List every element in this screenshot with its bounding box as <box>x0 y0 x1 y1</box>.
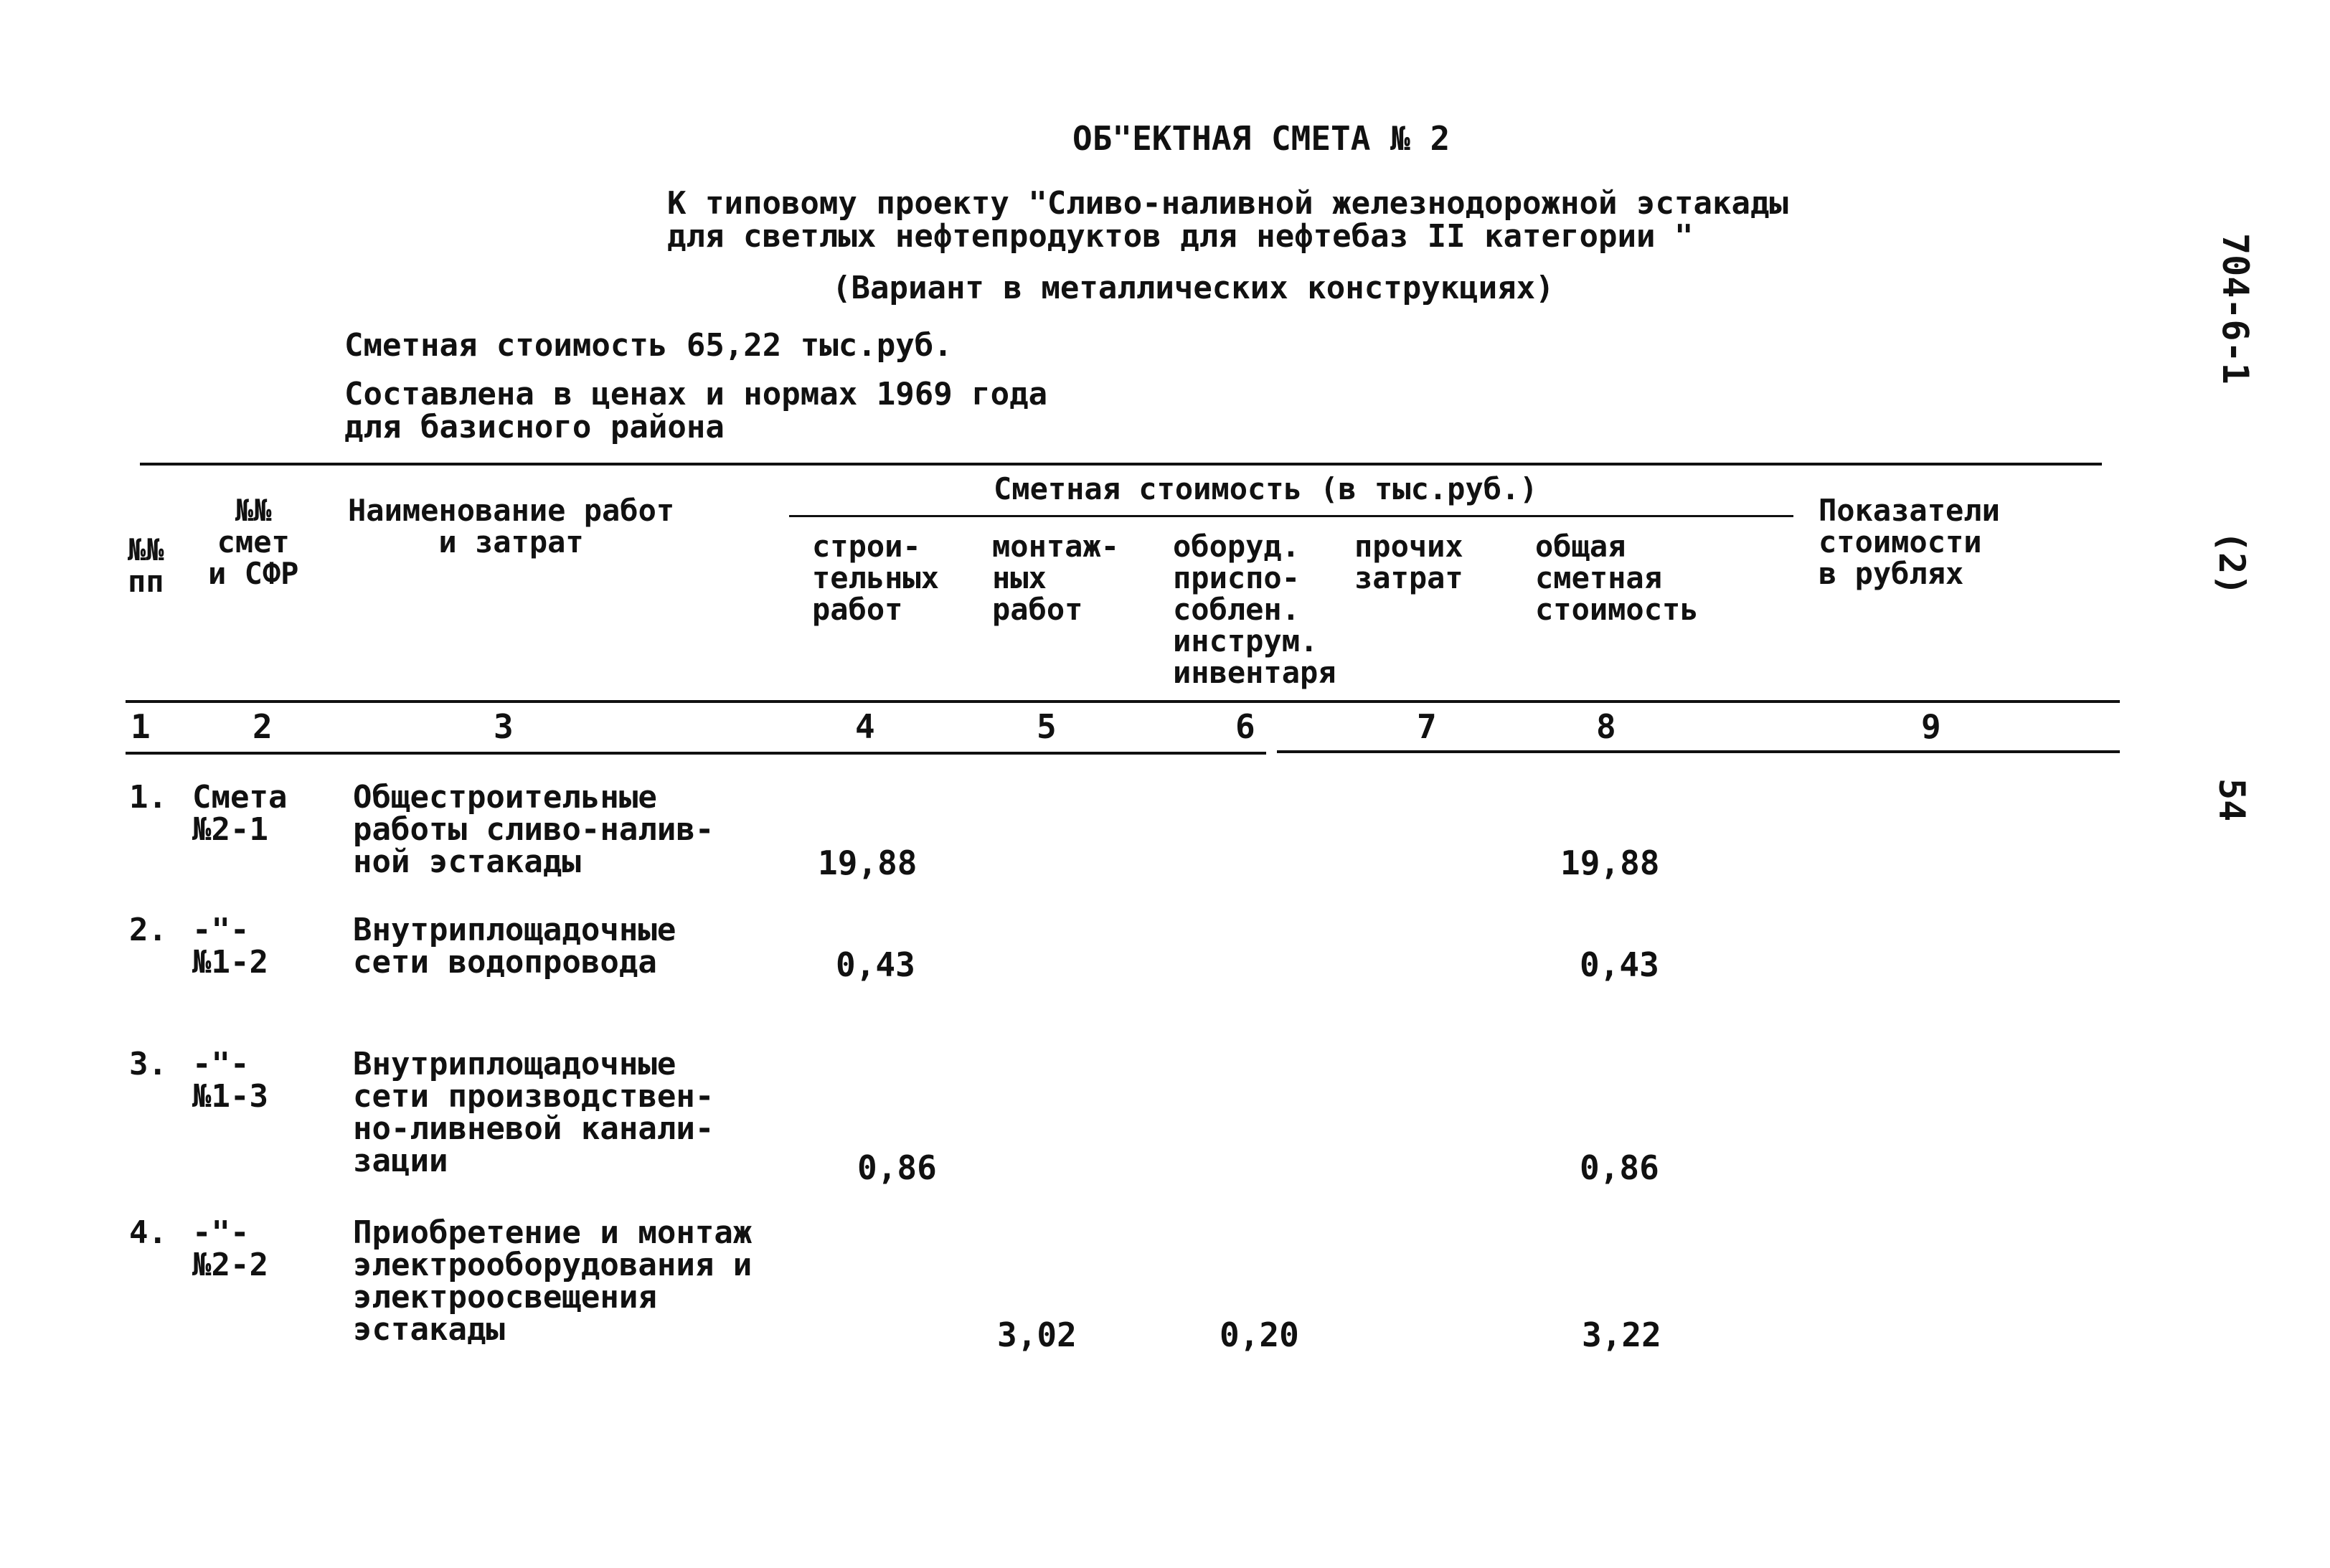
column-number-4: 4 <box>855 707 875 746</box>
column-number-2: 2 <box>253 707 273 746</box>
column-number-1: 1 <box>131 707 151 746</box>
row-work-name: Внутриплощадочные сети производствен- но-ливневой канали- зации <box>353 1046 714 1179</box>
compiled-line-1: Составлена в ценах и нормах 1969 года <box>344 376 1048 412</box>
row-estimate: -"- №1-2 <box>192 912 268 981</box>
header-indicators: Показатели стоимости в рублях <box>1819 493 2000 592</box>
row-work-name: Приобретение и монтаж электрооборудования и электроосвещения эстакады <box>353 1214 753 1348</box>
column-number-7: 7 <box>1417 707 1437 746</box>
header-row-number: №№ пп <box>128 532 164 600</box>
row-work-name: Общестроительные работы сливо-налив- ной эстакады <box>353 779 714 880</box>
header-equipment: оборуд. приспо- соблен. инструм. инвентаря <box>1173 529 1336 691</box>
row-total-cost: 0,43 <box>1580 945 1659 984</box>
side-part-label: (2) <box>2211 531 2253 596</box>
header-total: общая сметная стоимость <box>1535 529 1699 628</box>
row-installation-cost: 3,02 <box>997 1316 1077 1354</box>
header-installation: монтаж- ных работ <box>992 529 1120 628</box>
row-construction-cost: 0,86 <box>857 1148 937 1187</box>
row-construction-cost: 19,88 <box>818 844 918 882</box>
row-number: 1. <box>129 779 167 816</box>
row-number: 4. <box>129 1214 167 1251</box>
estimated-cost: Сметная стоимость 65,22 тыс.руб. <box>344 327 953 364</box>
row-total-cost: 0,86 <box>1580 1148 1659 1187</box>
row-construction-cost: 0,43 <box>836 945 915 984</box>
header-construction: строи- тельных работ <box>812 529 940 628</box>
variant-note: (Вариант в металлических конструкциях) <box>832 270 1555 306</box>
row-estimate: Смета №2-1 <box>192 779 288 848</box>
column-number-5: 5 <box>1037 707 1057 746</box>
row-number: 3. <box>129 1046 167 1082</box>
document-title: ОБ"ЕКТНАЯ СМЕТА № 2 <box>1072 119 1451 158</box>
header-estimate-number: №№ смет и СФР <box>208 493 299 592</box>
subtitle-line-2: для светлых нефтепродуктов для нефтебаз II категории " <box>667 218 1694 255</box>
row-total-cost: 3,22 <box>1582 1316 1661 1354</box>
row-number: 2. <box>129 912 167 948</box>
group-header-rule <box>789 515 1793 517</box>
table-top-rule <box>140 463 2102 466</box>
side-code-label: 704-6-1 <box>2215 233 2256 384</box>
header-bottom-rule <box>126 700 2120 703</box>
side-page-number: 54 <box>2211 778 2253 822</box>
row-estimate: -"- №1-3 <box>192 1046 268 1115</box>
column-number-6: 6 <box>1235 707 1255 746</box>
row-equipment-cost: 0,20 <box>1220 1316 1299 1354</box>
row-total-cost: 19,88 <box>1560 844 1660 882</box>
header-work-name: Наименование работ и затрат <box>348 493 675 560</box>
column-number-8: 8 <box>1596 707 1616 746</box>
header-cost-group: Сметная стоимость (в тыс.руб.) <box>994 471 1538 506</box>
column-number-3: 3 <box>494 707 514 746</box>
column-number-rule-right <box>1277 750 2120 753</box>
compiled-line-2: для базисного района <box>344 409 725 445</box>
row-estimate: -"- №2-2 <box>192 1214 268 1283</box>
header-other: прочих затрат <box>1354 529 1463 596</box>
row-work-name: Внутриплощадочные сети водопровода <box>353 912 676 981</box>
subtitle-line-1: К типовому проекту "Сливо-наливной железнодорожной эстакады <box>667 185 1788 222</box>
column-number-9: 9 <box>1921 707 1941 746</box>
column-number-rule-left <box>126 752 1266 755</box>
